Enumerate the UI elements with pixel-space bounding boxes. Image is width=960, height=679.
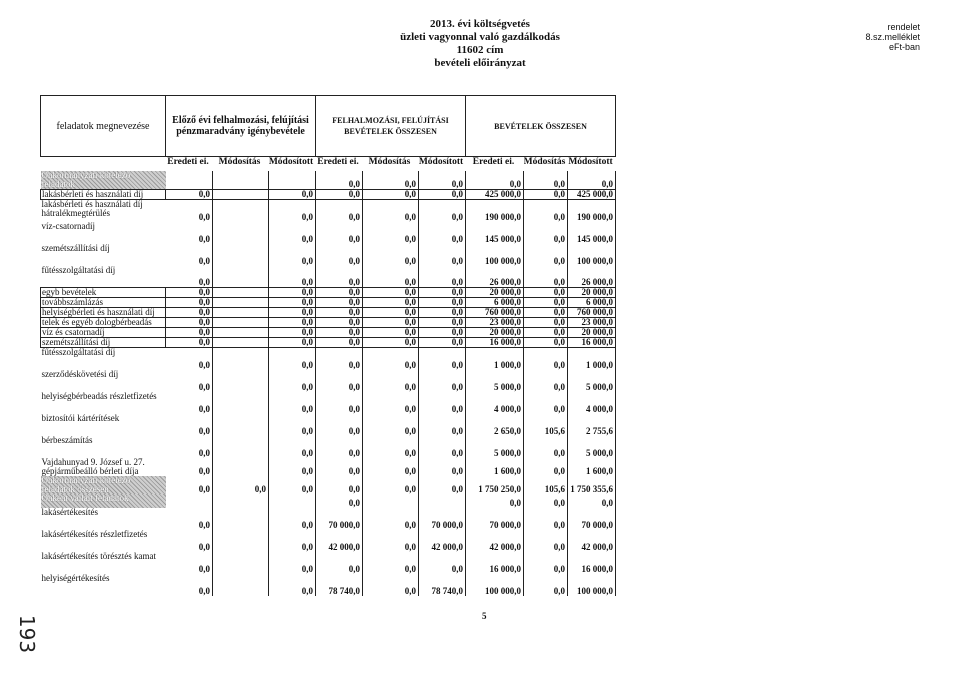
row-value: 0,0	[269, 288, 316, 298]
row-value: 5 000,0	[568, 370, 616, 392]
row-value: 23 000,0	[466, 318, 524, 328]
row-value: 20 000,0	[568, 288, 616, 298]
row-value: 0,0	[419, 476, 466, 494]
table-row	[41, 222, 616, 244]
row-value: 0,0	[419, 200, 466, 222]
row-value: 0,0	[316, 200, 363, 222]
row-value: 0,0	[419, 222, 466, 244]
row-value: 0,0	[363, 328, 419, 338]
row-label: szemétszállítási díj	[41, 338, 166, 348]
table-row	[41, 318, 616, 328]
row-value: 0,0	[363, 348, 419, 370]
row-value: 16 000,0	[466, 552, 524, 574]
row-value: 0,0	[524, 200, 568, 222]
row-value: 0,0	[269, 552, 316, 574]
row-value: 0,0	[363, 574, 419, 596]
row-value: 0,0	[363, 530, 419, 552]
row-value: 0,0	[363, 476, 419, 494]
table-row	[41, 494, 616, 508]
row-label: Vajdahunyad 9. József u. 27. gépjárműbeálló bérleti díja	[41, 457, 145, 476]
row-value: 0,0	[269, 244, 316, 266]
row-value: 0,0	[524, 298, 568, 308]
row-value: 0,0	[316, 494, 363, 508]
row-value: 0,0	[524, 190, 568, 200]
row-label: lakásértékesítés	[41, 507, 98, 517]
row-value	[213, 190, 269, 200]
row-value: 0,0	[269, 348, 316, 370]
row-value	[213, 308, 269, 318]
row-label: egyb bevételek	[41, 288, 166, 298]
row-value	[213, 414, 269, 436]
row-value: 0,0	[524, 370, 568, 392]
row-value: 16 000,0	[466, 338, 524, 348]
row-value: 0,0	[166, 200, 213, 222]
row-value: 1 750 250,0	[466, 476, 524, 494]
row-value: 4 000,0	[466, 392, 524, 414]
row-value: 0,0	[363, 318, 419, 328]
row-value: 0,0	[419, 288, 466, 298]
row-value: 0,0	[524, 348, 568, 370]
top-right-note	[865, 22, 920, 52]
row-value: 0,0	[166, 190, 213, 200]
row-value: 70 000,0	[568, 508, 616, 530]
row-label: helyiségbérleti és használati díj	[41, 308, 166, 318]
row-value: 0,0	[166, 338, 213, 348]
row-value: 16 000,0	[568, 338, 616, 348]
sub-header-cell: Eredeti ei.	[472, 156, 515, 167]
row-label: Önkormányzati kötelező feladatok	[41, 171, 166, 190]
page-number: 5	[482, 611, 487, 621]
title-line-3: 11602 cím	[456, 44, 504, 56]
row-value: 0,0	[316, 476, 363, 494]
row-value	[213, 288, 269, 298]
row-value: 0,0	[363, 288, 419, 298]
row-value	[213, 298, 269, 308]
row-value: 0,0	[166, 328, 213, 338]
row-value: 0,0	[269, 476, 316, 494]
row-value: 0,0	[316, 338, 363, 348]
row-label: bérbeszámítás	[41, 435, 93, 445]
row-value	[213, 392, 269, 414]
row-value: 0,0	[269, 458, 316, 476]
row-value: 0,0	[166, 318, 213, 328]
row-value: 0,0	[316, 190, 363, 200]
row-value: 16 000,0	[568, 552, 616, 574]
row-value: 70 000,0	[419, 508, 466, 530]
row-value: 0,0	[269, 318, 316, 328]
table-row	[41, 530, 616, 552]
row-value: 0,0	[524, 530, 568, 552]
table-row	[41, 288, 616, 298]
row-value: 0,0	[269, 530, 316, 552]
row-value: 0,0	[316, 328, 363, 338]
row-label: víz és csatornadíj	[41, 328, 166, 338]
row-value: 0,0	[363, 171, 419, 190]
header-total: BEVÉTELEK ÖSSZESEN	[466, 96, 616, 157]
row-value: 0,0	[166, 348, 213, 370]
row-value: 0,0	[524, 328, 568, 338]
note-line-3: eFt-ban	[888, 42, 920, 52]
row-label: biztosítói kártérítések	[41, 413, 120, 423]
row-value: 70 000,0	[466, 508, 524, 530]
table-row	[41, 392, 616, 414]
row-value: 0,0	[363, 370, 419, 392]
row-value	[213, 370, 269, 392]
row-value	[419, 494, 466, 508]
row-label: szemétszállítási díj	[41, 243, 110, 253]
table-row	[41, 476, 616, 494]
header-task: feladatok megnevezése	[41, 96, 166, 157]
row-value: 0,0	[269, 338, 316, 348]
row-value: 0,0	[316, 392, 363, 414]
row-value	[213, 338, 269, 348]
row-label: fűtésszolgáltatási díj	[41, 347, 116, 357]
row-value: 42 000,0	[316, 530, 363, 552]
row-value: 0,0	[524, 288, 568, 298]
row-value	[363, 494, 419, 508]
table-row	[41, 508, 616, 530]
row-value: 0,0	[269, 200, 316, 222]
sub-header-row	[41, 153, 616, 171]
row-value: 145 000,0	[568, 222, 616, 244]
row-value: 760 000,0	[568, 308, 616, 318]
row-value: 78 740,0	[419, 574, 466, 596]
row-value	[166, 494, 213, 508]
row-value: 0,0	[419, 370, 466, 392]
row-value: 0,0	[524, 318, 568, 328]
table-row	[41, 552, 616, 574]
row-value: 0,0	[166, 508, 213, 530]
row-value: 190 000,0	[466, 200, 524, 222]
row-label: lakásbérleti és használati díj	[41, 190, 166, 200]
handwritten-page-mark: 193	[15, 614, 40, 654]
sub-header-cell: Módosítás	[218, 156, 261, 167]
row-value: 0,0	[419, 436, 466, 458]
table-row	[41, 190, 616, 200]
row-value: 0,0	[419, 328, 466, 338]
table-row	[41, 370, 616, 392]
table-row	[41, 266, 616, 288]
row-value: 0,0	[166, 298, 213, 308]
row-value: 0,0	[363, 222, 419, 244]
row-label: fűtésszolgáltatási díj	[41, 265, 116, 275]
table-row	[41, 348, 616, 370]
row-value: 2 650,0	[466, 414, 524, 436]
row-label: lakásbérleti és használati díj hátralékmegtérülés	[41, 199, 143, 218]
header-capital: FELHALMOZÁSI, FELÚJÍTÁSI BEVÉTELEK ÖSSZESEN	[316, 96, 466, 157]
row-value	[213, 494, 269, 508]
row-value: 0,0	[316, 458, 363, 476]
row-value: 145 000,0	[466, 222, 524, 244]
row-value: 190 000,0	[568, 200, 616, 222]
row-value: 0,0	[524, 171, 568, 190]
row-value: 0,0	[419, 171, 466, 190]
row-value: 0,0	[166, 288, 213, 298]
row-label: helyiségértékesítés	[41, 573, 110, 583]
row-value: 0,0	[166, 244, 213, 266]
row-value: 78 740,0	[316, 574, 363, 596]
row-value: 0,0	[166, 436, 213, 458]
row-value: 100 000,0	[568, 244, 616, 266]
row-value	[213, 328, 269, 338]
row-value: 1 750 355,6	[568, 476, 616, 494]
table-row	[41, 308, 616, 318]
title-line-2: üzleti vagyonnal való gazdálkodás	[400, 31, 560, 43]
row-value: 0,0	[419, 266, 466, 288]
sub-header-cell: Módosított	[268, 156, 314, 167]
row-value: 0,0	[316, 318, 363, 328]
row-value: 0,0	[269, 508, 316, 530]
row-value: 42 000,0	[419, 530, 466, 552]
row-value: 0,0	[419, 348, 466, 370]
table-row	[41, 574, 616, 596]
row-value: 0,0	[363, 200, 419, 222]
row-value: 4 000,0	[568, 392, 616, 414]
row-value	[213, 244, 269, 266]
row-value: 425 000,0	[466, 190, 524, 200]
row-value: 760 000,0	[466, 308, 524, 318]
row-value: 0,0	[419, 338, 466, 348]
sub-header-cell: Módosítás	[523, 156, 566, 167]
row-value: 0,0	[363, 392, 419, 414]
row-value: 6 000,0	[466, 298, 524, 308]
row-value: 0,0	[269, 308, 316, 318]
table-row	[41, 328, 616, 338]
header-prev-year: Előző évi felhalmozási, felújítási pénzmaradvány igénybevétele	[166, 96, 316, 157]
table-row	[41, 244, 616, 266]
row-value: 0,0	[524, 266, 568, 288]
row-value	[213, 348, 269, 370]
row-value: 0,0	[363, 298, 419, 308]
row-label: helyiségbérbeadás részletfizetés	[41, 391, 157, 401]
row-label: lakásértékesítés törésztés kamat	[41, 551, 156, 561]
row-value	[213, 171, 269, 190]
row-value: 0,0	[363, 508, 419, 530]
row-value	[213, 552, 269, 574]
row-value	[213, 200, 269, 222]
row-value: 0,0	[269, 222, 316, 244]
row-value: 6 000,0	[568, 298, 616, 308]
row-value	[166, 171, 213, 190]
table-row	[41, 458, 616, 476]
table-row	[41, 200, 616, 222]
row-value: 0,0	[166, 266, 213, 288]
row-value: 26 000,0	[466, 266, 524, 288]
row-value: 0,0	[419, 190, 466, 200]
row-value: 0,0	[316, 222, 363, 244]
row-value: 0,0	[568, 494, 616, 508]
row-value: 0,0	[524, 552, 568, 574]
row-value: 0,0	[166, 476, 213, 494]
row-value: 0,0	[269, 436, 316, 458]
row-value: 0,0	[363, 458, 419, 476]
row-value: 42 000,0	[568, 530, 616, 552]
table-row	[41, 338, 616, 348]
row-value: 5 000,0	[568, 436, 616, 458]
sub-header-cell: Módosított	[568, 156, 613, 167]
title-line-1: 2013. évi költségvetés	[430, 18, 530, 30]
row-value: 26 000,0	[568, 266, 616, 288]
row-value: 100 000,0	[466, 244, 524, 266]
row-value: 0,0	[524, 436, 568, 458]
row-value: 20 000,0	[466, 328, 524, 338]
row-value: 0,0	[363, 266, 419, 288]
row-value: 0,0	[269, 190, 316, 200]
row-value: 0,0	[524, 308, 568, 318]
row-value: 0,0	[166, 308, 213, 318]
note-line-2: 8.sz.melléklet	[865, 32, 920, 42]
row-value: 5 000,0	[466, 436, 524, 458]
table-row	[41, 436, 616, 458]
row-value: 0,0	[166, 574, 213, 596]
row-value: 0,0	[316, 370, 363, 392]
row-value: 0,0	[316, 436, 363, 458]
row-value: 23 000,0	[568, 318, 616, 328]
row-value: 0,0	[419, 244, 466, 266]
row-value: 0,0	[269, 328, 316, 338]
row-value: 0,0	[166, 414, 213, 436]
title-line-4: bevételi előirányzat	[434, 57, 526, 69]
row-value: 0,0	[419, 552, 466, 574]
document-title-block	[0, 18, 960, 70]
row-value: 70 000,0	[316, 508, 363, 530]
row-value	[213, 508, 269, 530]
row-value	[213, 436, 269, 458]
row-value: 0,0	[166, 458, 213, 476]
row-value	[213, 318, 269, 328]
row-value: 0,0	[363, 244, 419, 266]
row-value	[213, 574, 269, 596]
row-value: 0,0	[363, 414, 419, 436]
row-value: 0,0	[524, 574, 568, 596]
row-value: 0,0	[524, 392, 568, 414]
row-value: 2 755,6	[568, 414, 616, 436]
row-value: 0,0	[419, 298, 466, 308]
column-header-table	[40, 95, 616, 157]
row-value: 0,0	[363, 190, 419, 200]
row-value	[213, 222, 269, 244]
row-value: 1 000,0	[466, 348, 524, 370]
row-value: 0,0	[316, 171, 363, 190]
row-value	[213, 458, 269, 476]
row-value	[269, 494, 316, 508]
row-value: 0,0	[363, 338, 419, 348]
row-value	[213, 530, 269, 552]
row-value: 0,0	[316, 298, 363, 308]
row-value: 0,0	[269, 414, 316, 436]
row-value	[269, 171, 316, 190]
row-value: 0,0	[269, 298, 316, 308]
row-value: 0,0	[419, 458, 466, 476]
row-value: 100 000,0	[568, 574, 616, 596]
row-value: 1 600,0	[568, 458, 616, 476]
row-label: továbbszámlázás	[41, 298, 166, 308]
row-value: 0,0	[466, 171, 524, 190]
row-value: 20 000,0	[466, 288, 524, 298]
row-value: 0,0	[166, 370, 213, 392]
revenue-table	[40, 153, 616, 596]
row-value: 105,6	[524, 476, 568, 494]
table-row	[41, 171, 616, 190]
row-label: Önként vállalt feladatok	[41, 494, 166, 508]
row-value: 0,0	[269, 370, 316, 392]
row-value: 5 000,0	[466, 370, 524, 392]
row-value: 0,0	[316, 414, 363, 436]
table-row	[41, 414, 616, 436]
sub-header-cell: Eredeti ei.	[167, 156, 209, 167]
row-value: 0,0	[524, 508, 568, 530]
row-value: 0,0	[363, 552, 419, 574]
row-value: 0,0	[419, 414, 466, 436]
row-value: 0,0	[524, 222, 568, 244]
row-value: 425 000,0	[568, 190, 616, 200]
row-value: 0,0	[269, 392, 316, 414]
sub-header-cell: Módosított	[418, 156, 464, 167]
row-value: 1 000,0	[568, 348, 616, 370]
row-value: 0,0	[419, 308, 466, 318]
row-value: 0,0	[316, 348, 363, 370]
row-value: 0,0	[166, 530, 213, 552]
row-value: 0,0	[466, 494, 524, 508]
sub-header-cell: Módosítás	[368, 156, 411, 167]
row-label: telek és egyéb dologbérbeadás	[41, 318, 166, 328]
row-value: 0,0	[166, 392, 213, 414]
row-value: 0,0	[213, 476, 269, 494]
row-value: 0,0	[524, 338, 568, 348]
row-value: 0,0	[269, 574, 316, 596]
row-value	[213, 266, 269, 288]
row-value: 0,0	[316, 266, 363, 288]
row-value: 0,0	[524, 458, 568, 476]
row-value: 0,0	[524, 244, 568, 266]
row-label: szerződéskövetési díj	[41, 369, 119, 379]
row-value: 1 600,0	[466, 458, 524, 476]
row-label: lakásértékesítés részletfizetés	[41, 529, 148, 539]
row-value: 20 000,0	[568, 328, 616, 338]
note-line-1: rendelet	[887, 22, 920, 32]
row-value: 0,0	[316, 552, 363, 574]
row-value: 0,0	[363, 436, 419, 458]
row-label: Önkormányzati kötelező feladatok összesen	[41, 476, 166, 494]
row-value: 105,6	[524, 414, 568, 436]
row-value: 0,0	[316, 308, 363, 318]
row-value: 0,0	[419, 318, 466, 328]
row-label: víz-csatornadíj	[41, 221, 95, 231]
row-value: 0,0	[363, 308, 419, 318]
row-value: 0,0	[568, 171, 616, 190]
row-value: 42 000,0	[466, 530, 524, 552]
row-value: 0,0	[316, 244, 363, 266]
row-value: 0,0	[316, 288, 363, 298]
row-value: 0,0	[524, 494, 568, 508]
row-value: 100 000,0	[466, 574, 524, 596]
row-value: 0,0	[166, 222, 213, 244]
row-value: 0,0	[166, 552, 213, 574]
table-row	[41, 298, 616, 308]
sub-header-cell: Eredeti ei.	[317, 156, 359, 167]
row-value: 0,0	[269, 266, 316, 288]
row-value: 0,0	[419, 392, 466, 414]
